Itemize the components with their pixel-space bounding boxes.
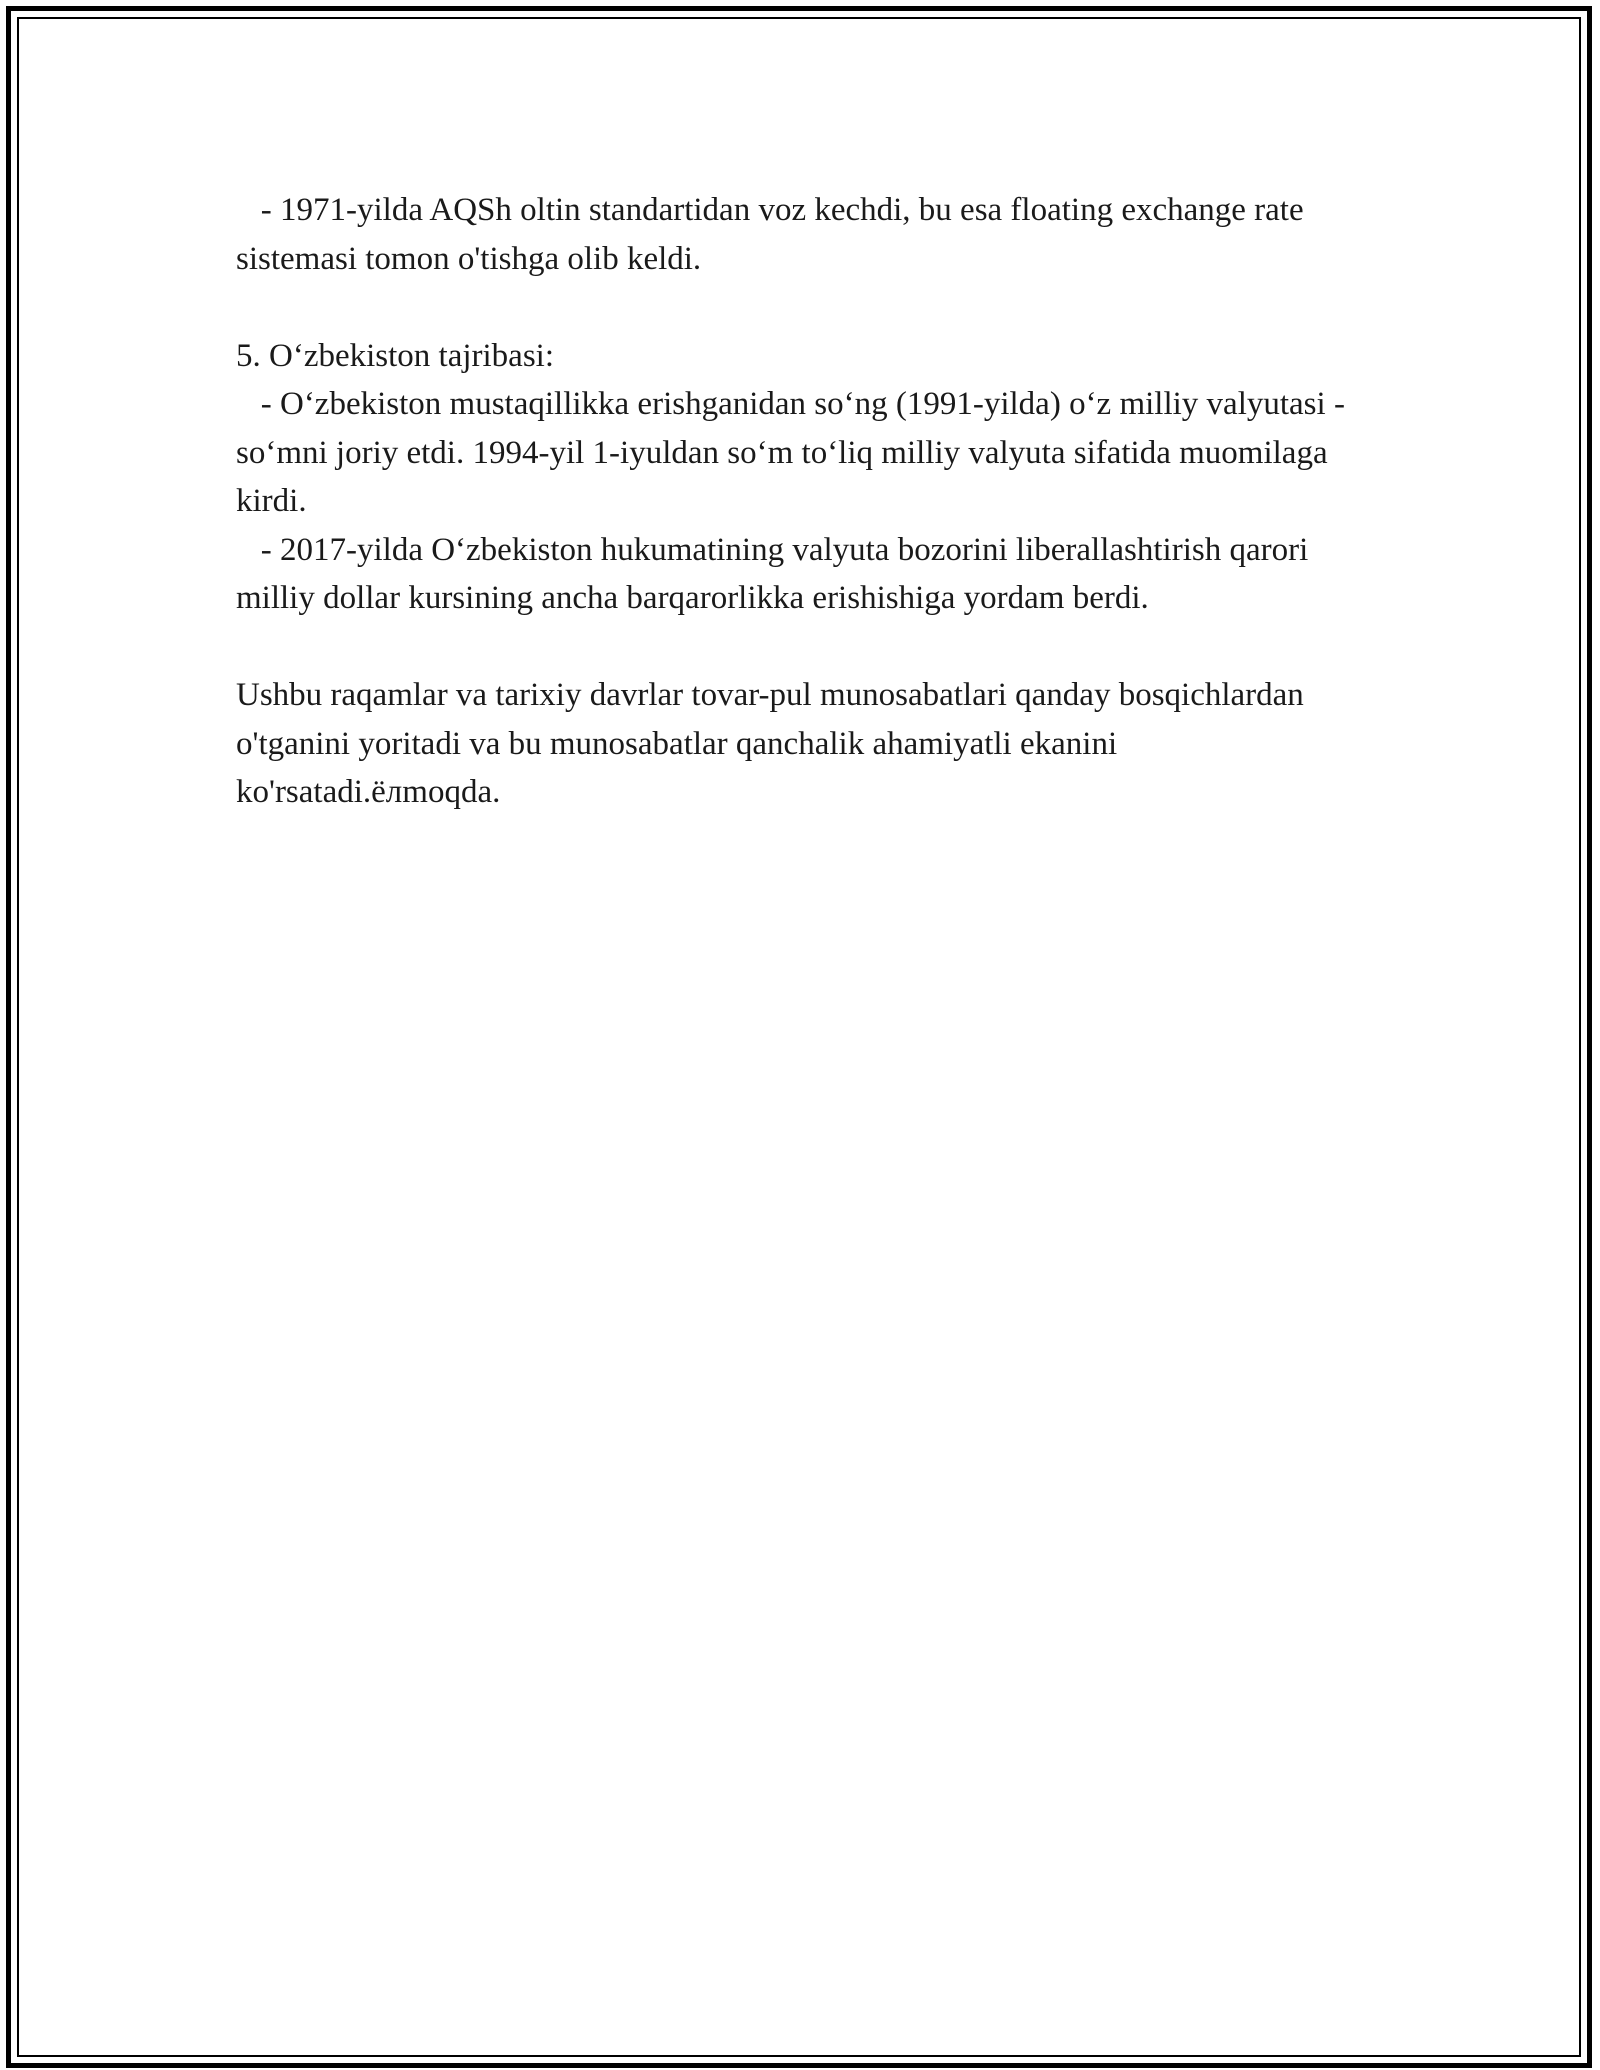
document-body	[236, 186, 1376, 817]
blank-line	[236, 623, 1376, 672]
section-heading-uzbekistan: 5. O‘zbekiston tajribasi:	[236, 337, 555, 374]
conclusion-paragraph: Ushbu raqamlar va tarixiy davrlar tovar-pul munosabatlari qanday bosqichlardan o'tganini yoritadi va bu munosabatlar qanchalik ahamiyatli ekanini ko'rsatadi.ёлmoqda.	[236, 677, 1313, 810]
bullet-2017-liberalization: - 2017-yilda O‘zbekiston hukumatining valyuta bozorini liberallashtirish qarori milliy dollar kursining ancha barqarorlikka erishishiga yordam berdi.	[236, 531, 1317, 616]
blank-line	[236, 283, 1376, 332]
bullet-1971-gold-standard: - 1971-yilda AQSh oltin standartidan voz kechdi, bu esa floating exchange rate sistemasi tomon o'tishga olib keldi.	[236, 192, 1312, 277]
bullet-1991-som: - O‘zbekiston mustaqillikka erishganidan so‘ng (1991-yilda) o‘z milliy valyutasi - so‘mni joriy etdi. 1994-yil 1-iyuldan so‘m to‘liq milliy valyuta sifatida muomilaga kirdi.	[236, 386, 1354, 519]
